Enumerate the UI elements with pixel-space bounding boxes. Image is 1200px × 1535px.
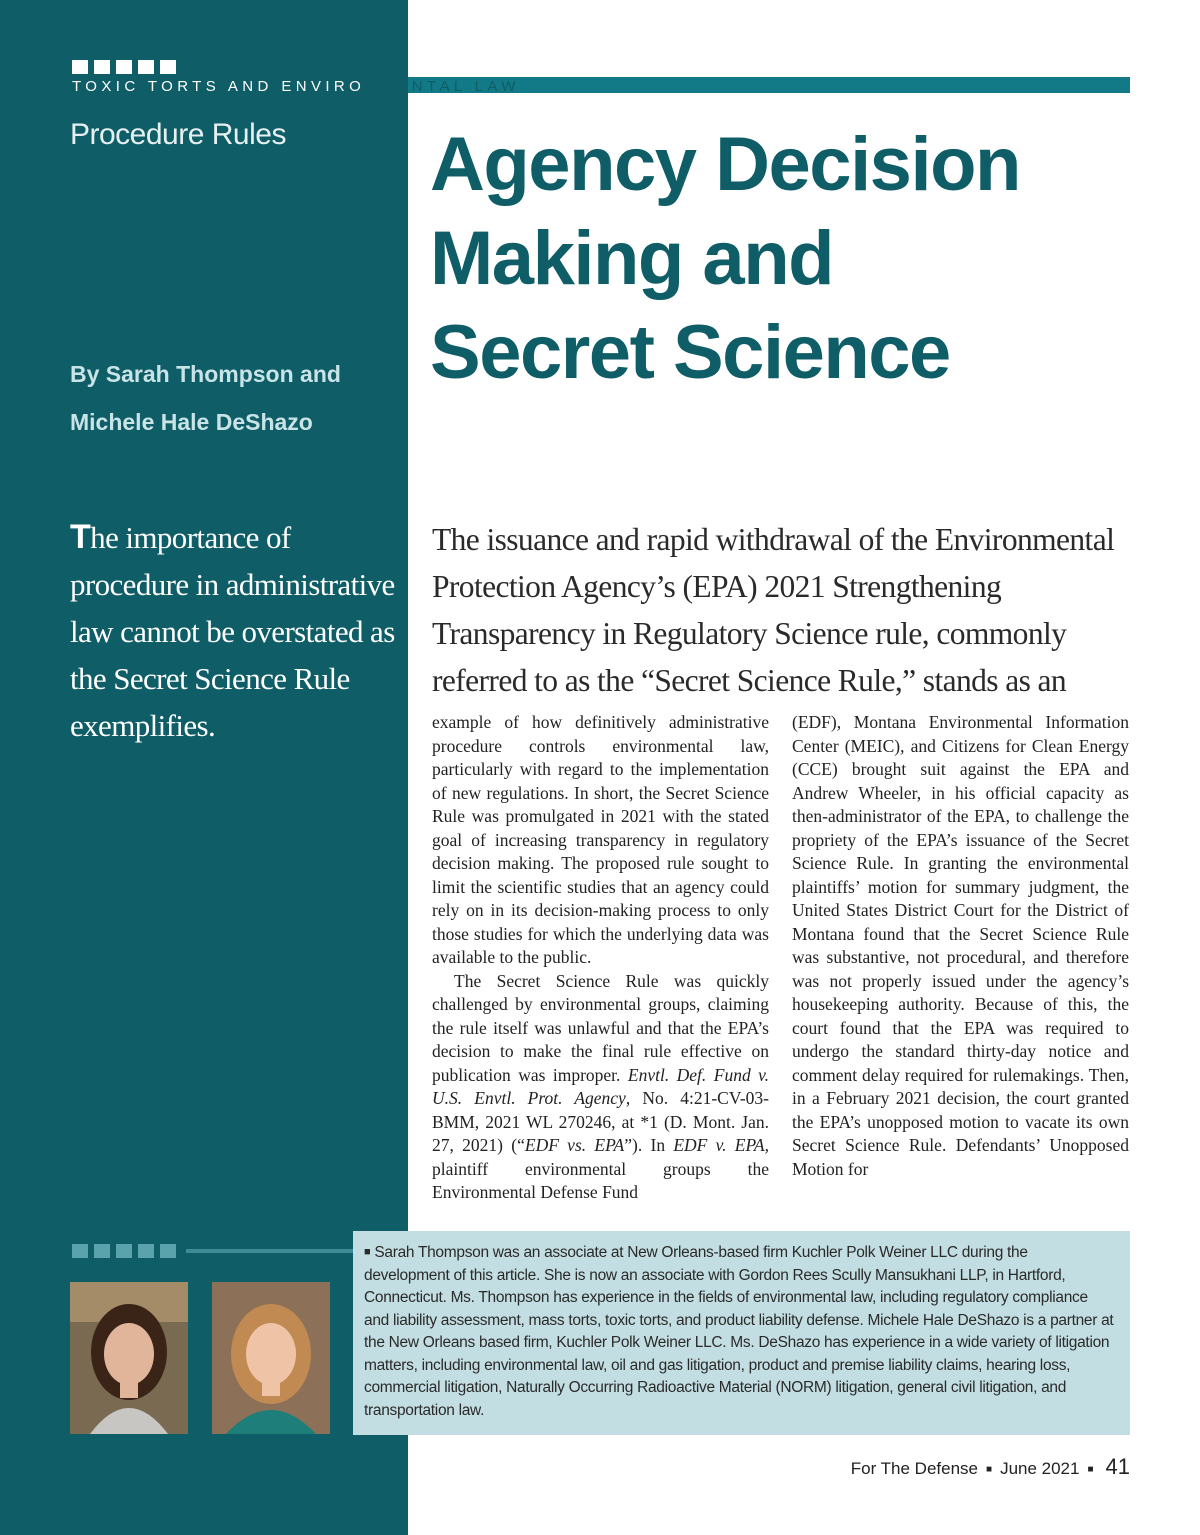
- byline: [70, 350, 341, 446]
- publication-name: For The Defense: [850, 1459, 979, 1478]
- section-label-right: NMENTAL LAW: [365, 78, 520, 95]
- left-color-band: [0, 0, 408, 1535]
- title-line: Making and: [430, 216, 834, 301]
- kicker: Procedure Rules: [70, 118, 286, 151]
- article-deck: The issuance and rapid withdrawal of the Environmental Protection Agency’s (EPA) 2021 Strengthening Transparency in Regulatory Science rule, commonly referred to as the “Secret Science Rule,” stands as an: [432, 522, 1115, 698]
- body-paragraph: (EDF), Montana Environmental Information Center (MEIC), and Citizens for Clean Energy (CCE) brought suit against the EPA and Andrew Wheeler, in his official capacity as then-administrator of the EPA, to challenge the propriety of the EPA’s issuance of the Secret Science Rule. In granting the environmental plaintiffs’ motion for summary judgment, the United States District Court for the District of Montana found that the Secret Science Rule was substantive, not procedural, and therefore was not properly issued under the agency’s housekeeping authority. Because of this, the court found that the EPA was required to undergo the standard thirty-day notice and comment delay required for rulemakings. Then, in a February 2021 decision, the court granted the EPA’s unopposed motion to vacate its own Secret Science Rule. Defendants’ Unopposed Motion for: [792, 712, 1129, 1179]
- section-label: [72, 79, 520, 95]
- body-paragraph: [432, 970, 769, 1205]
- footer-separator-icon: ■: [986, 1464, 993, 1475]
- issue-date: June 2021: [1000, 1459, 1080, 1478]
- bio-squares-icon: [72, 1244, 176, 1258]
- section-squares-icon: [72, 60, 176, 74]
- title-line: Secret Science: [430, 310, 950, 395]
- article-title: [430, 118, 1170, 400]
- case-short-name: EDF vs. EPA: [524, 1135, 625, 1155]
- pull-quote-text: he importance of procedure in administrative law cannot be overstated as the Secret Science Rule exemplifies.: [70, 520, 395, 743]
- text-run: plaintiff environmental groups the Environmental Defense Fund: [432, 1158, 769, 1202]
- byline-line: By Sarah Thompson and: [70, 361, 341, 387]
- section-label-left: TOXIC TORTS AND ENVIRO: [72, 78, 366, 95]
- author-photo-thompson: [70, 1282, 188, 1434]
- pull-quote: [70, 514, 400, 749]
- case-citation: Envtl. Def. Fund v. U.S. Envtl. Prot. Agency: [432, 1064, 769, 1108]
- page-number: 41: [1105, 1454, 1130, 1479]
- text-run: ”). In: [624, 1135, 674, 1155]
- bio-bullet-icon: ■: [364, 1246, 371, 1258]
- text-run: The Secret Science Rule was quickly challenged by environmental groups, claiming the rule itself was unlawful and that the EPA’s decision to make the final rule effective on publication was improper.: [432, 970, 769, 1085]
- case-short-name: EDF v. EPA,: [673, 1135, 769, 1155]
- footer-separator-icon: ■: [1087, 1464, 1094, 1475]
- bio-text: Sarah Thompson was an associate at New Orleans-based firm Kuchler Polk Weiner LLC during the development of this article. She is now an associate with Gordon Rees Scully Mansukhani LLP, in Hartford, Connecticut. Ms. Thompson has experience in the fields of environmental law, including regulatory compliance and liability assessment, mass torts, toxic torts, and product liability defense. Michele Hale DeShazo is a partner at the New Orleans based firm, Kuchler Polk Weiner LLC. Ms. DeShazo has experience in a wide variety of litigation matters, including environmental law, oil and gas litigation, product and premise liability claims, hearing loss, commercial litigation, Naturally Occurring Radioactive Material (NORM) litigation, general civil litigation, and transportation law.: [364, 1244, 1114, 1419]
- body-column-1: [432, 711, 769, 1205]
- text-run: , No. 4:21-CV-03-BMM, 2021 WL 270246, at *1 (D. Mont. Jan. 27, 2021) (“: [432, 1088, 770, 1155]
- bio-rule: [186, 1249, 354, 1253]
- body-paragraph: example of how definitively administrative procedure controls environmental law, particularly with regard to the implementation of new regulations. In short, the Secret Science Rule was promulgated in 2021 with the stated goal of increasing transparency in regulatory decision making. The proposed rule sought to limit the scientific studies that an agency could rely on in its decision-making process to only those studies for which the underlying data was available to the public.: [432, 712, 769, 967]
- page-footer: [851, 1454, 1130, 1480]
- body-column-2: [792, 711, 1129, 1181]
- author-bio: [364, 1241, 1116, 1422]
- title-line: Agency Decision: [430, 122, 1020, 207]
- pull-quote-initial: T: [70, 518, 91, 556]
- author-photo-deshazo: [212, 1282, 330, 1434]
- byline-line: Michele Hale DeShazo: [70, 409, 313, 435]
